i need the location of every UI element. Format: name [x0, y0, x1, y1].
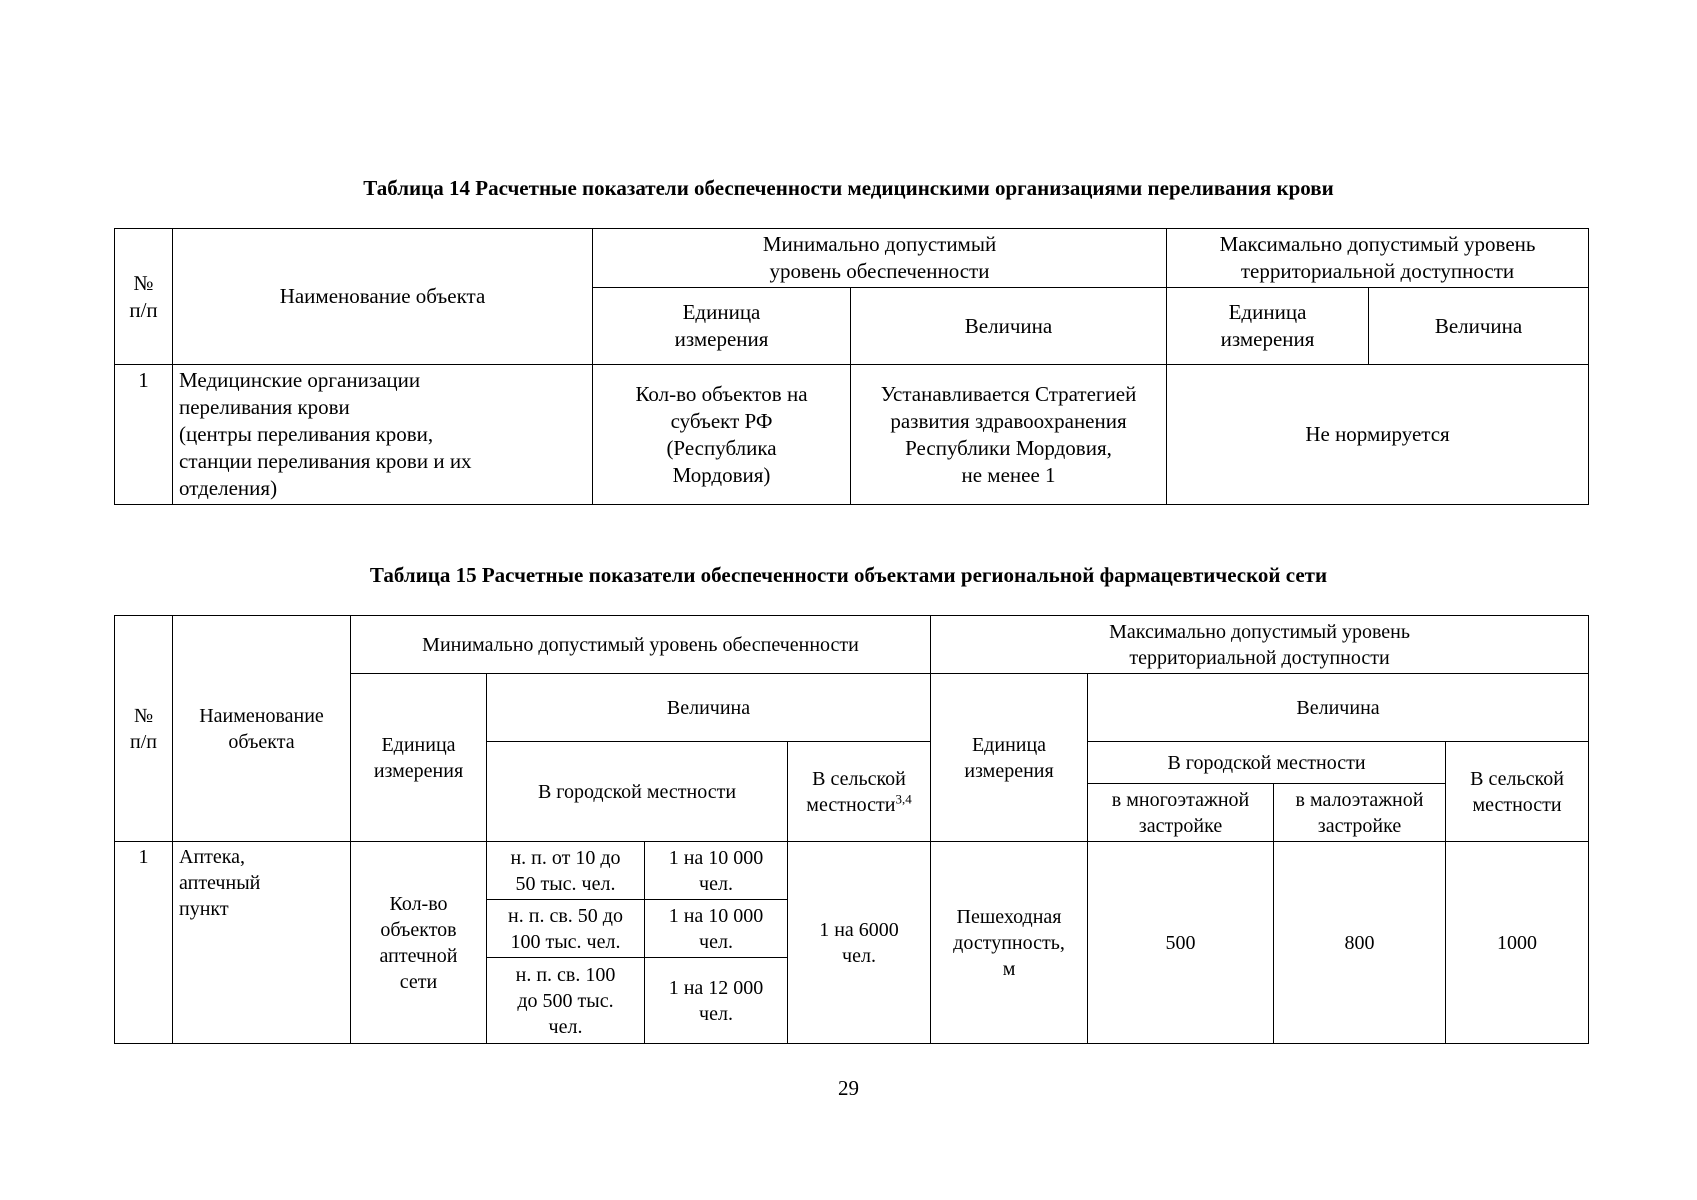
t15-row-max-rural: 1000	[1446, 842, 1589, 1044]
t15-header-num: № п/п	[115, 616, 173, 842]
t14-row-num: 1	[115, 365, 173, 505]
t15-header-max-urban-multi: в многоэтажной застройке	[1088, 784, 1274, 842]
table-row	[115, 365, 1589, 505]
t15-row-urban-value-3: 1 на 12 000 чел.	[645, 958, 788, 1044]
t14-header-max-value: Величина	[1369, 288, 1589, 365]
t15-header-max-group: Максимально допустимый уровень территориальной доступности	[931, 616, 1589, 674]
t14-row-min-unit: Кол-во объектов на субъект РФ (Республика Мордовия)	[593, 365, 851, 505]
t15-header-max-urban-low: в малоэтажной застройке	[1274, 784, 1446, 842]
t15-row-max-multi: 500	[1088, 842, 1274, 1044]
t15-header-max-value: Величина	[1088, 674, 1589, 742]
t14-header-num: № п/п	[115, 229, 173, 365]
t15-row-max-unit: Пешеходная доступность, м	[931, 842, 1088, 1044]
t14-header-min-group: Минимально допустимый уровень обеспеченности	[593, 229, 1167, 288]
page-number: 29	[838, 1076, 859, 1100]
t15-row-urban-value-2: 1 на 10 000 чел.	[645, 900, 788, 958]
t15-row-num: 1	[115, 842, 173, 1044]
t15-header-min-rural-text: В сельской местности	[806, 767, 906, 816]
t15-header-min-rural	[788, 742, 931, 842]
t15-header-min-rural-footnote: 3,4	[895, 790, 912, 806]
t15-header-max-rural: В сельской местности	[1446, 742, 1589, 842]
t14-header-min-unit: Единица измерения	[593, 288, 851, 365]
t14-row-name: Медицинские организации переливания крови (центры переливания крови, станции переливания крови и их отделения)	[173, 365, 593, 505]
table-14	[114, 228, 1589, 505]
t14-header-max-unit: Единица измерения	[1167, 288, 1369, 365]
t14-row-min-value: Устанавливается Стратегией развития здравоохранения Республики Мордовия, не менее 1	[851, 365, 1167, 505]
t14-header-min-value: Величина	[851, 288, 1167, 365]
t15-header-name: Наименование объекта	[173, 616, 351, 842]
t14-row-max: Не нормируется	[1167, 365, 1589, 505]
t15-row-urban-settlement-1: н. п. от 10 до 50 тыс. чел.	[487, 842, 645, 900]
table-14-caption: Таблица 14 Расчетные показатели обеспеченности медицинскими организациями переливания крови	[363, 176, 1334, 200]
t15-row-urban-settlement-3: н. п. св. 100 до 500 тыс. чел.	[487, 958, 645, 1044]
t15-header-max-unit: Единица измерения	[931, 674, 1088, 842]
table-row	[115, 842, 1589, 900]
t14-header-max-group: Максимально допустимый уровень территориальной доступности	[1167, 229, 1589, 288]
t15-header-min-group: Минимально допустимый уровень обеспеченности	[351, 616, 931, 674]
table-15-caption: Таблица 15 Расчетные показатели обеспеченности объектами региональной фармацевтической сети	[369, 563, 1328, 587]
t14-header-name: Наименование объекта	[173, 229, 593, 365]
t15-row-urban-settlement-2: н. п. св. 50 до 100 тыс. чел.	[487, 900, 645, 958]
t15-row-rural: 1 на 6000 чел.	[788, 842, 931, 1044]
t15-row-max-low: 800	[1274, 842, 1446, 1044]
table-15	[114, 615, 1589, 1044]
t15-row-name: Аптека, аптечный пункт	[173, 842, 351, 1044]
t15-row-min-unit: Кол-во объектов аптечной сети	[351, 842, 487, 1044]
t15-header-max-urban: В городской местности	[1088, 742, 1446, 784]
t15-header-min-value: Величина	[487, 674, 931, 742]
t15-header-min-unit: Единица измерения	[351, 674, 487, 842]
t15-header-min-urban: В городской местности	[487, 742, 788, 842]
t15-row-urban-value-1: 1 на 10 000 чел.	[645, 842, 788, 900]
